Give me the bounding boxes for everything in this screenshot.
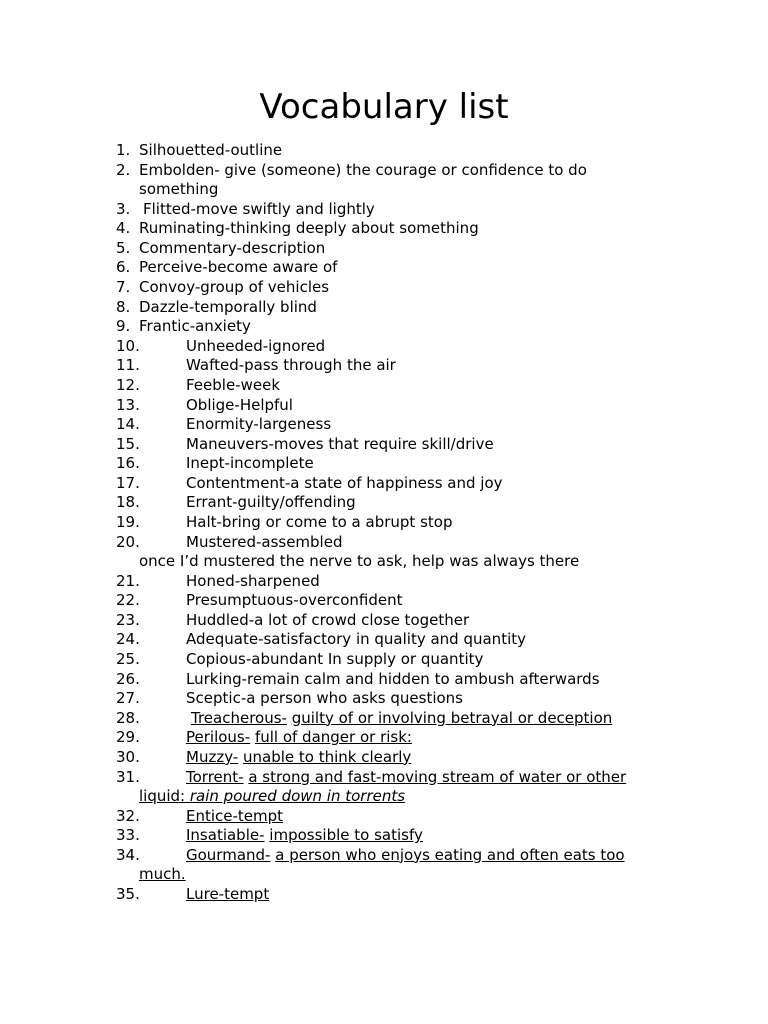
item-text: Unheeded-ignored: [186, 336, 326, 355]
item-number: 11.: [116, 356, 140, 375]
list-item: [0, 611, 768, 631]
list-item: [0, 807, 768, 827]
list-item: [0, 278, 768, 298]
item-number: 35.: [116, 884, 140, 903]
item-number: 7.: [116, 278, 131, 297]
list-item-continuation: [0, 180, 768, 200]
item-text: Mustered-assembled: [186, 532, 343, 551]
item-text: [186, 826, 423, 846]
list-item: [0, 650, 768, 670]
list-item: [0, 826, 768, 846]
list-item: [0, 396, 768, 416]
item-text: [139, 787, 405, 807]
item-text: Huddled-a lot of crowd close together: [186, 610, 470, 629]
item-number: 22.: [116, 591, 140, 610]
item-text: [186, 846, 625, 866]
item-text: [191, 709, 612, 729]
list-item: [0, 885, 768, 905]
item-text: [186, 807, 283, 827]
item-number: 18.: [116, 493, 140, 512]
item-word: Entice-tempt: [186, 806, 284, 825]
item-word: Gourmand-: [186, 845, 271, 864]
example-sentence: once I’d mustered the nerve to ask, help was always there: [139, 552, 580, 571]
list-item: [0, 258, 768, 278]
item-number: 8.: [116, 297, 131, 316]
list-item: [0, 219, 768, 239]
item-text: Perceive-become aware of: [139, 258, 338, 277]
item-text: Convoy-group of vehicles: [139, 278, 330, 297]
list-item: [0, 748, 768, 768]
item-number: 33.: [116, 826, 140, 845]
list-item: [0, 591, 768, 611]
item-text: Presumptuous-overconfident: [186, 591, 403, 610]
list-item: [0, 317, 768, 337]
list-item: [0, 141, 768, 161]
item-text: [186, 728, 412, 748]
list-item: [0, 298, 768, 318]
item-text: Inept-incomplete: [186, 454, 314, 473]
list-item: [0, 454, 768, 474]
item-word: Torrent-: [186, 767, 244, 786]
item-definition: guilty of or involving betrayal or deception: [291, 708, 613, 727]
item-text: Contentment-a state of happiness and joy: [186, 473, 503, 492]
item-number: 24.: [116, 630, 140, 649]
item-text: Feeble-week: [186, 375, 281, 394]
list-item: [0, 709, 768, 729]
list-item: [0, 768, 768, 788]
item-number: 27.: [116, 689, 140, 708]
item-number: 15.: [116, 434, 140, 453]
list-item: [0, 161, 768, 181]
item-definition: unable to think clearly: [243, 747, 412, 766]
vocabulary-list: [0, 141, 768, 905]
item-number: 34.: [116, 845, 140, 864]
item-text: Ruminating-thinking deeply about something: [139, 219, 479, 238]
item-number: 6.: [116, 258, 131, 277]
list-item-continuation: [0, 865, 768, 885]
list-item: [0, 728, 768, 748]
list-item: [0, 200, 768, 220]
item-definition: full of danger or risk:: [254, 728, 412, 747]
item-number: 25.: [116, 650, 140, 669]
item-definition: much.: [139, 865, 186, 884]
item-definition: a person who enjoys eating and often eats too: [275, 845, 625, 864]
item-number: 32.: [116, 806, 140, 825]
item-word: Treacherous-: [191, 708, 287, 727]
item-number: 26.: [116, 669, 140, 688]
list-item: [0, 689, 768, 709]
item-text: Oblige-Helpful: [186, 395, 293, 414]
list-item: [0, 846, 768, 866]
item-number: 28.: [116, 708, 140, 727]
item-number: 13.: [116, 395, 140, 414]
item-number: 29.: [116, 728, 140, 747]
item-definition: impossible to satisfy: [269, 826, 423, 845]
item-number: 4.: [116, 219, 131, 238]
item-text: Commentary-description: [139, 238, 326, 257]
item-word: Perilous-: [186, 728, 251, 747]
list-item: [0, 493, 768, 513]
list-item: [0, 533, 768, 553]
list-item: [0, 513, 768, 533]
item-text: Silhouetted-outline: [139, 141, 283, 159]
item-text: Embolden- give (someone) the courage or confidence to do: [139, 160, 587, 179]
item-number: 17.: [116, 473, 140, 492]
item-number: 5.: [116, 238, 131, 257]
list-item: [0, 356, 768, 376]
item-word: Insatiable-: [186, 826, 265, 845]
item-text: Adequate-satisfactory in quality and quantity: [186, 630, 526, 649]
list-item: [0, 572, 768, 592]
item-text: Halt-bring or come to a abrupt stop: [186, 512, 453, 531]
list-item: [0, 337, 768, 357]
item-text: Errant-guilty/offending: [186, 493, 356, 512]
item-text: Frantic-anxiety: [139, 317, 251, 336]
item-number: 20.: [116, 532, 140, 551]
item-number: 23.: [116, 610, 140, 629]
item-number: 12.: [116, 375, 140, 394]
item-number: 1.: [116, 141, 131, 159]
list-item: [0, 376, 768, 396]
item-text: [186, 768, 626, 788]
item-number: 19.: [116, 512, 140, 531]
item-text: Maneuvers-moves that require skill/drive: [186, 434, 494, 453]
item-text: [139, 865, 186, 885]
item-number: 3.: [116, 199, 131, 218]
item-number: 31.: [116, 767, 140, 786]
item-word: Muzzy-: [186, 747, 239, 766]
list-item: [0, 239, 768, 259]
item-definition: liquid:: [139, 787, 190, 806]
item-number: 16.: [116, 454, 140, 473]
item-number: 2.: [116, 160, 131, 179]
list-item: [0, 630, 768, 650]
item-text: something: [139, 180, 219, 199]
item-text: Copious-abundant In supply or quantity: [186, 650, 484, 669]
page-title: Vocabulary list: [259, 87, 509, 127]
item-number: 10.: [116, 336, 140, 355]
item-text: Sceptic-a person who asks questions: [186, 689, 463, 708]
list-item: [0, 435, 768, 455]
list-item-continuation: [0, 787, 768, 807]
item-number: 21.: [116, 571, 140, 590]
item-text: Lurking-remain calm and hidden to ambush afterwards: [186, 669, 600, 688]
item-text: [186, 748, 411, 768]
item-word: Lure-tempt: [186, 884, 270, 903]
item-text: Flitted-move swiftly and lightly: [143, 199, 375, 218]
item-text: Enormity-largeness: [186, 415, 332, 434]
list-item: [0, 474, 768, 494]
example-sentence: rain poured down in torrents: [189, 787, 406, 806]
list-item: [0, 670, 768, 690]
item-number: 30.: [116, 747, 140, 766]
item-number: 9.: [116, 317, 131, 336]
item-definition: a strong and fast-moving stream of water or other: [248, 767, 627, 786]
item-text: Dazzle-temporally blind: [139, 297, 317, 316]
list-item-continuation: [0, 552, 768, 572]
list-item: [0, 415, 768, 435]
item-number: 14.: [116, 415, 140, 434]
item-text: Wafted-pass through the air: [186, 356, 396, 375]
item-text: [186, 885, 269, 905]
item-text: Honed-sharpened: [186, 571, 320, 590]
